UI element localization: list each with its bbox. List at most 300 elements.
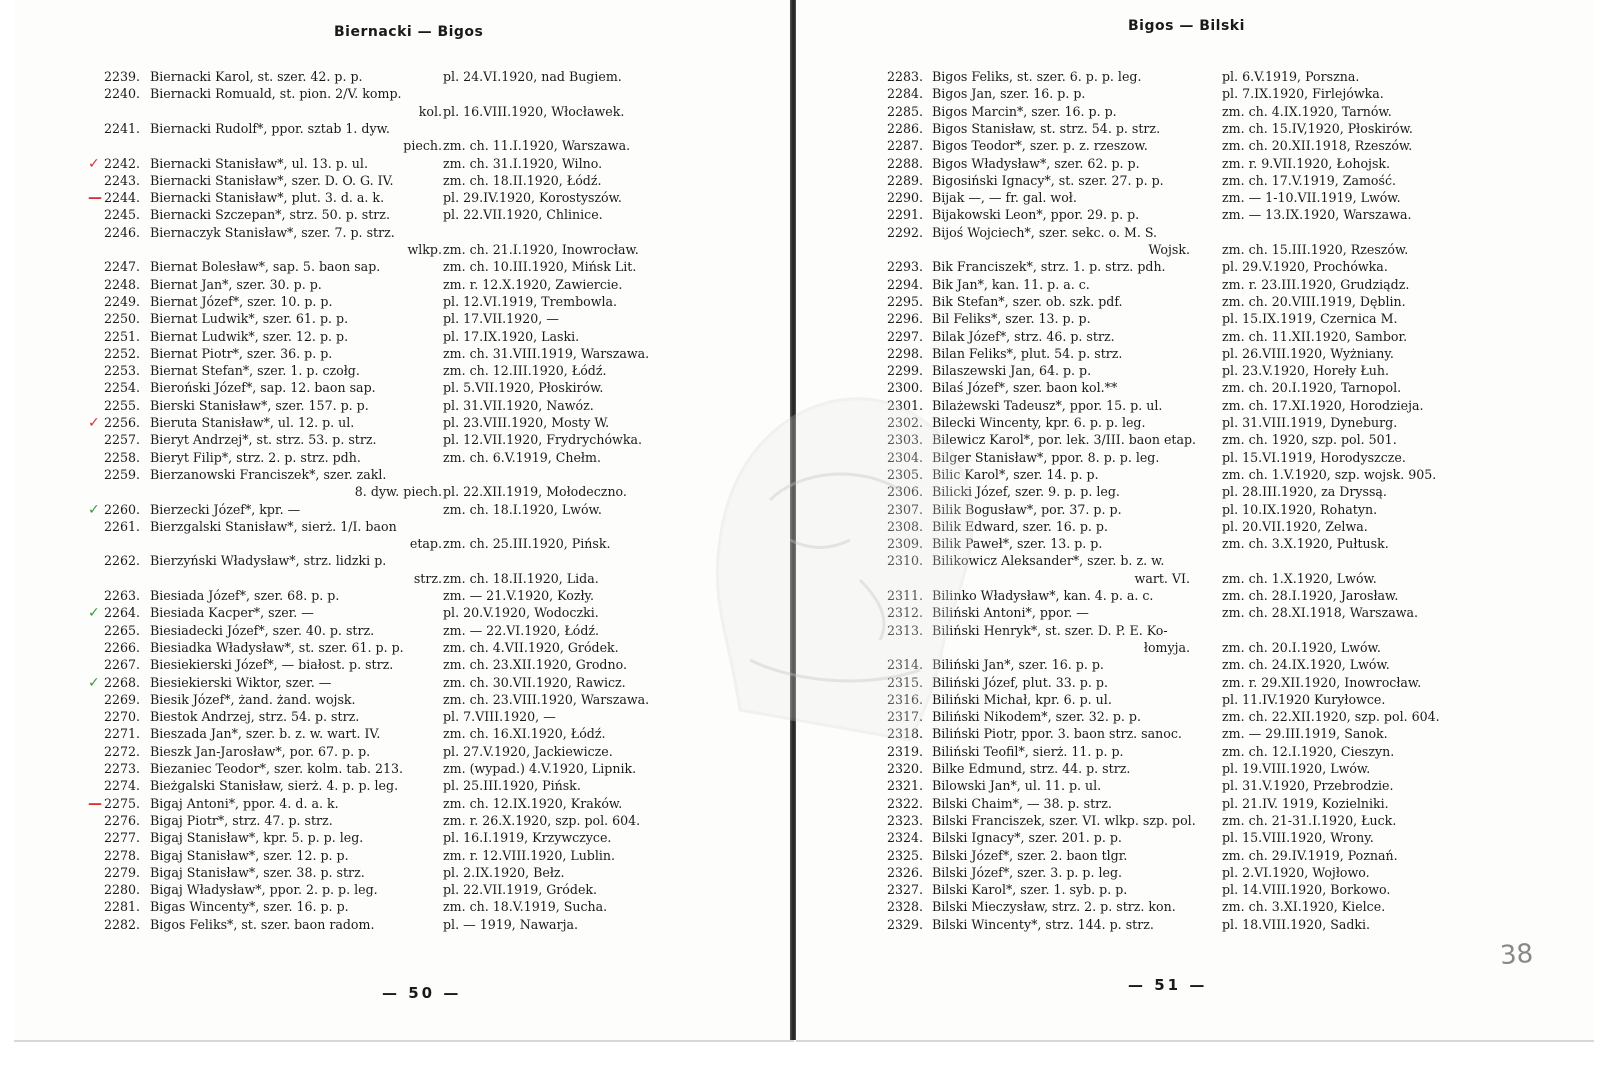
entry-number: 2258. [103, 449, 140, 465]
entry-fate: pl. 24.VI.1920, nad Bugiem. [443, 69, 622, 84]
entry-number: 2329. [886, 916, 923, 932]
entry-name: Bilewicz Karol*, por. lek. 3/III. baon etap. [932, 432, 1197, 448]
entry-name: Bieryt Andrzej*, st. strz. 53. p. strz. [150, 432, 377, 448]
entry-number: 2265. [103, 622, 140, 638]
entry-number: 2270. [103, 709, 140, 725]
entry-fate: zm. ch. 20.I.1920, Tarnopol. [1222, 380, 1402, 396]
entry-name: Biernacki Rudolf*, ppor. sztab 1. dyw. [150, 120, 390, 136]
entry-name: Bilski Józef*, szer. 3. p. p. leg. [932, 864, 1123, 880]
entry-name: Biestok Andrzej, strz. 54. p. strz. [150, 709, 360, 725]
entry-row [14, 639, 794, 657]
entry-number: 2272. [103, 743, 140, 759]
entry-row [14, 829, 794, 847]
entry-row [796, 466, 1576, 484]
entry-name: Biliński Henryk*, st. szer. D. P. E. Ko- [932, 622, 1168, 638]
entry-fate: pl. 25.III.1920, Pińsk. [443, 778, 581, 794]
entry-name: Biernat Piotr*, szer. 36. p. p. [150, 345, 333, 361]
entry-fate: zm. r. 26.X.1920, szp. pol. 604. [443, 812, 641, 828]
entry-name: Bilażewski Tadeusz*, ppor. 15. p. ul. [932, 397, 1163, 413]
entry-row [14, 483, 794, 501]
entry-continuation: wlkp. [407, 242, 442, 257]
entry-name: Bigos Marcin*, szer. 16. p. p. [932, 103, 1117, 119]
entry-row [796, 483, 1576, 501]
entry-row [796, 674, 1576, 692]
entry-fate: pl. 31.V.1920, Przebrodzie. [1222, 778, 1394, 794]
entry-name: Bilski Karol*, szer. 1. syb. p. p. [932, 882, 1128, 898]
entry-fate: zm. r. 12.VIII.1920, Lublin. [443, 847, 616, 863]
entry-number: 2285. [886, 103, 923, 119]
entry-continuation: łomyja. [1143, 639, 1190, 655]
entry-name: Bierski Stanisław*, szer. 157. p. p. [150, 397, 369, 413]
entry-fate: pl. 22.VII.1920, Chlinice. [443, 207, 603, 223]
entry-number: 2268. [103, 674, 140, 690]
entry-name: Bigaj Stanisław*, szer. 12. p. p. [150, 847, 349, 863]
entry-name: Biesiada Józef*, szer. 68. p. p. [150, 588, 340, 603]
entry-row [14, 847, 794, 865]
entry-fate: pl. 29.IV.1920, Korostyszów. [443, 190, 622, 206]
entry-row [796, 864, 1576, 882]
entry-name: Biezaniec Teodor*, szer. kolm. tab. 213. [150, 761, 404, 776]
entry-number: 2252. [103, 345, 140, 361]
entry-name: Bigas Wincenty*, szer. 16. p. p. [150, 899, 349, 915]
entry-row [14, 224, 794, 242]
entry-name: Bilik Edward, szer. 16. p. p. [932, 518, 1108, 534]
entry-name: Biernat Ludwik*, szer. 12. p. p. [150, 328, 349, 344]
entry-name: Biesiadka Władysław*, st. szer. 61. p. p. [150, 639, 404, 655]
entry-name: Bilaś Józef*, szer. baon kol.** [932, 380, 1118, 396]
entry-row [796, 518, 1576, 536]
entry-name: Biliński Antoni*, ppor. — [932, 605, 1089, 621]
entry-number: 2321. [886, 778, 923, 794]
entry-row [14, 466, 794, 484]
entry-number: 2292. [886, 224, 923, 240]
entry-name: Bilski Ignacy*, szer. 201. p. p. [932, 830, 1122, 846]
check-mark-icon: ✓ [88, 605, 100, 622]
entry-row [796, 85, 1576, 103]
entry-number: 2271. [103, 726, 140, 742]
entry-row [796, 587, 1576, 605]
entry-name: Bieruta Stanisław*, ul. 12. p. ul. [150, 415, 355, 430]
entry-number: 2323. [886, 812, 923, 828]
entry-row [14, 362, 794, 380]
entry-number: 2298. [886, 345, 923, 361]
entry-number: 2301. [886, 397, 923, 413]
entry-fate: pl. 26.VIII.1920, Wyżniany. [1222, 345, 1394, 361]
entry-name: Bilaszewski Jan, 64. p. p. [932, 363, 1092, 379]
entry-name: Biernacki Stanisław*, ul. 13. p. ul. [150, 155, 368, 171]
entry-name: Bilke Edmund, strz. 44. p. strz. [932, 761, 1131, 776]
entry-row [14, 743, 794, 761]
entry-name: Bieryt Filip*, strz. 2. p. strz. pdh. [150, 449, 361, 465]
entry-name: Biernacki Romuald, st. pion. 2/V. komp. [150, 86, 402, 102]
entry-number: 2279. [103, 864, 140, 880]
entry-number: 2251. [103, 328, 140, 344]
entry-number: 2286. [886, 120, 923, 136]
entry-row [796, 414, 1576, 432]
entry-number: 2261. [103, 518, 140, 534]
entry-number: 2320. [886, 761, 923, 776]
entry-row [14, 916, 794, 934]
entry-fate: pl. 17.IX.1920, Laski. [443, 328, 580, 344]
entry-fate: pl. 7.IX.1920, Firlejówka. [1222, 86, 1384, 102]
entry-name: Biliński Józef, plut. 33. p. p. [932, 674, 1108, 690]
entry-name: Bieroński Józef*, sap. 12. baon sap. [150, 380, 376, 396]
entry-row [14, 120, 794, 138]
entry-number: 2308. [886, 518, 923, 534]
entry-name: Bilski Wincenty*, strz. 144. p. strz. [932, 916, 1154, 932]
entry-name: Bijoś Wojciech*, szer. sekc. o. M. S. [932, 224, 1158, 240]
entry-fate: pl. 16.I.1919, Krzywczyce. [443, 830, 612, 846]
entry-fate: zm. ch. 1920, szp. pol. 501. [1222, 432, 1397, 448]
entry-row [14, 431, 794, 449]
entry-row [14, 777, 794, 795]
entry-fate: pl. 15.VIII.1920, Wrony. [1222, 830, 1374, 846]
entry-number: 2302. [886, 415, 923, 430]
entry-name: Biliński Piotr, ppor. 3. baon strz. sanoc. [932, 726, 1182, 742]
entry-number: 2290. [886, 190, 923, 206]
entry-number: 2299. [886, 363, 923, 379]
entry-row [796, 829, 1576, 847]
entry-number: 2289. [886, 172, 923, 188]
entry-fate: zm. — 22.VI.1920, Łódź. [443, 622, 600, 638]
right-page [796, 0, 1594, 1042]
entry-name: Bilski Chaim*, — 38. p. strz. [932, 795, 1112, 811]
entry-number: 2297. [886, 328, 923, 344]
page-header-left: Biernacki — Bigos [334, 24, 484, 40]
entry-row [796, 293, 1576, 311]
entry-name: Bierzanowski Franciszek*, szer. zakl. [150, 466, 387, 482]
entry-number: 2240. [103, 86, 140, 102]
entry-fate: pl. 20.VII.1920, Zelwa. [1222, 518, 1368, 534]
entry-name: Bigaj Stanisław*, kpr. 5. p. p. leg. [150, 830, 364, 846]
entry-name: Bil Feliks*, szer. 13. p. p. [932, 311, 1091, 327]
entry-name: Bigos Feliks*, st. szer. baon radom. [150, 916, 375, 932]
entry-fate: pl. 19.VIII.1920, Lwów. [1222, 761, 1371, 776]
entry-name: Bilan Feliks*, plut. 54. p. strz. [932, 345, 1123, 361]
entry-fate: zm. ch. 18.II.1920, Lida. [443, 570, 599, 586]
entry-fate: zm. r. 9.VII.1920, Łohojsk. [1222, 155, 1391, 171]
entry-row [796, 137, 1576, 155]
entry-row [796, 725, 1576, 743]
entry-name: Bilski Franciszek, szer. VI. wlkp. szp. pol. [932, 812, 1196, 828]
entry-name: Bijakowski Leon*, ppor. 29. p. p. [932, 207, 1140, 223]
entry-number: 2257. [103, 432, 140, 448]
entry-number: 2241. [103, 120, 140, 136]
entry-number: 2327. [886, 882, 923, 898]
entry-row [796, 552, 1576, 570]
entry-name: Bik Jan*, kan. 11. p. a. c. [932, 276, 1090, 292]
entry-name: Biernaczyk Stanisław*, szer. 7. p. strz. [150, 224, 395, 240]
entry-row [14, 137, 794, 155]
entry-name: Bigosiński Ignacy*, st. szer. 27. p. p. [932, 172, 1164, 188]
entry-fate: zm. ch. 3.XI.1920, Kielce. [1222, 899, 1386, 915]
entry-fate: zm. ch. 28.I.1920, Jarosław. [1222, 588, 1399, 603]
entry-name: Bik Stefan*, szer. ob. szk. pdf. [932, 293, 1123, 309]
entry-number: 2274. [103, 778, 140, 794]
entry-fate: pl. 31.VIII.1919, Dyneburg. [1222, 415, 1398, 430]
entry-fate: pl. 20.V.1920, Wodoczki. [443, 605, 599, 621]
entry-number: 2245. [103, 207, 140, 223]
entry-fate: zm. (wypad.) 4.V.1920, Lipnik. [443, 761, 637, 776]
entry-number: 2287. [886, 138, 923, 154]
entry-fate: pl. 18.VIII.1920, Sadki. [1222, 916, 1371, 932]
entry-name: Bijak —, — fr. gal. woł. [932, 190, 1077, 206]
entry-name: Bigos Feliks, st. szer. 6. p. p. leg. [932, 69, 1142, 84]
entry-fate: zm. ch. 22.XII.1920, szp. pol. 604. [1222, 709, 1440, 725]
entry-number: 2305. [886, 466, 923, 482]
entry-number: 2328. [886, 899, 923, 915]
entry-number: 2242. [103, 155, 140, 171]
entry-row [796, 328, 1576, 346]
entry-number: 2314. [886, 657, 923, 673]
entry-row [14, 898, 794, 916]
entry-fate: pl. 15.VI.1919, Horodyszcze. [1222, 449, 1406, 465]
entry-name: Biernat Ludwik*, szer. 61. p. p. [150, 311, 349, 327]
entry-number: 2295. [886, 293, 923, 309]
entry-fate: zm. ch. 24.IX.1920, Lwów. [1222, 657, 1390, 673]
entry-row [796, 120, 1576, 138]
entry-row [796, 241, 1576, 259]
entry-number: 2317. [886, 709, 923, 725]
entry-fate: pl. 17.VII.1920, — [443, 311, 559, 327]
entry-fate: zm. ch. 4.IX.1920, Tarnów. [1222, 103, 1392, 119]
entry-name: Bik Franciszek*, strz. 1. p. strz. pdh. [932, 259, 1166, 275]
entry-row [796, 898, 1576, 916]
entry-number: 2311. [886, 588, 923, 603]
entry-name: Bigos Jan, szer. 16. p. p. [932, 86, 1086, 102]
entry-number: 2266. [103, 639, 140, 655]
entry-row [14, 258, 794, 276]
entry-name: Bilak Józef*, strz. 46. p. strz. [932, 328, 1115, 344]
entry-fate: pl. 6.V.1919, Porszna. [1222, 69, 1360, 84]
entry-row [14, 103, 794, 121]
entry-row [14, 414, 794, 432]
entry-row [14, 535, 794, 553]
entry-row [796, 449, 1576, 467]
entry-name: Biernat Stefan*, szer. 1. p. czołg. [150, 363, 360, 379]
entry-fate: zm. ch. 17.XI.1920, Horodzieja. [1222, 397, 1424, 413]
entry-number: 2310. [886, 553, 923, 569]
entry-row [796, 362, 1576, 380]
entry-number: 2281. [103, 899, 140, 915]
entry-row [796, 189, 1576, 207]
entry-fate: zm. — 21.V.1920, Kozły. [443, 588, 594, 603]
entry-name: Bieżgalski Stanisław, sierż. 4. p. p. leg. [150, 778, 399, 794]
entry-name: Bilski Mieczysław, strz. 2. p. strz. kon. [932, 899, 1176, 915]
entry-fate: zm. ch. 25.III.1920, Pińsk. [443, 536, 611, 552]
entry-number: 2246. [103, 224, 140, 240]
entry-name: Biliński Jan*, szer. 16. p. p. [932, 657, 1104, 673]
entry-fate: zm. ch. 20.XII.1918, Rzeszów. [1222, 138, 1413, 154]
entry-row [796, 172, 1576, 190]
entry-fate: zm. ch. 31.VIII.1919, Warszawa. [443, 345, 650, 361]
entry-continuation: piech. [403, 138, 442, 154]
entry-fate: zm. ch. 18.I.1920, Lwów. [443, 501, 602, 517]
entry-name: Bilinko Władysław*, kan. 4. p. a. c. [932, 588, 1154, 603]
entry-row [14, 501, 794, 519]
entry-row [14, 85, 794, 103]
entry-name: Bilger Stanisław*, ppor. 8. p. p. leg. [932, 449, 1160, 465]
entry-fate: zm. ch. 1.X.1920, Lwów. [1222, 570, 1377, 586]
handwritten-note: 38 [1498, 938, 1535, 972]
entry-fate: zm. ch. 11.XII.1920, Sambor. [1222, 328, 1408, 344]
entry-row [14, 345, 794, 363]
entry-continuation: etap. [409, 536, 442, 552]
entry-name: Bigos Stanisław, st. strz. 54. p. strz. [932, 120, 1161, 136]
entry-number: 2313. [886, 622, 923, 638]
entry-number: 2325. [886, 847, 923, 863]
entry-row [796, 310, 1576, 328]
entry-fate: zm. ch. 18.II.1920, Łódź. [443, 172, 602, 188]
entry-number: 2249. [103, 293, 140, 309]
entry-name: Bilecki Wincenty, kpr. 6. p. p. leg. [932, 415, 1146, 430]
entry-row [14, 725, 794, 743]
entry-row [14, 155, 794, 173]
red-dash-mark: — [88, 795, 102, 812]
entry-name: Biernat Bolesław*, sap. 5. baon sap. [150, 259, 381, 275]
entry-number: 2296. [886, 311, 923, 327]
entry-fate: pl. 5.VII.1920, Płoskirów. [443, 380, 604, 396]
entry-fate: zm. ch. 1.V.1920, szp. wojsk. 905. [1222, 466, 1437, 482]
entry-number: 2288. [886, 155, 923, 171]
entry-row [796, 570, 1576, 588]
entry-number: 2291. [886, 207, 923, 223]
entry-number: 2303. [886, 432, 923, 448]
entry-fate: zm. r. 12.X.1920, Zawiercie. [443, 276, 623, 292]
entry-fate: zm. ch. 10.III.1920, Mińsk Lit. [443, 259, 637, 275]
entry-number: 2260. [103, 501, 140, 517]
entry-continuation: Wojsk. [1148, 242, 1190, 257]
entry-number: 2294. [886, 276, 923, 292]
entry-number: 2309. [886, 536, 923, 552]
entry-row [14, 449, 794, 467]
entry-name: Bigos Władysław*, szer. 62. p. p. [932, 155, 1140, 171]
entry-name: Biliński Teofil*, sierż. 11. p. p. [932, 743, 1124, 759]
entry-row [14, 241, 794, 259]
entry-row [14, 379, 794, 397]
entry-name: Bierzgalski Stanisław*, sierż. 1/I. baon [150, 518, 397, 534]
entry-row [796, 760, 1576, 778]
check-mark-icon: ✓ [88, 501, 100, 518]
entry-name: Biernacki Szczepan*, strz. 50. p. strz. [150, 207, 390, 223]
entry-name: Biernacki Karol, st. szer. 42. p. p. [150, 69, 363, 84]
entry-number: 2277. [103, 830, 140, 846]
entry-row [796, 812, 1576, 830]
entry-row [14, 570, 794, 588]
entry-number: 2316. [886, 691, 923, 707]
entry-fate: zm. — 29.III.1919, Sanok. [1222, 726, 1388, 742]
entry-number: 2250. [103, 311, 140, 327]
entry-fate: pl. 7.VIII.1920, — [443, 709, 556, 725]
entry-fate: pl. 28.III.1920, za Dryssą. [1222, 484, 1387, 500]
entry-row [796, 691, 1576, 709]
entry-number: 2280. [103, 882, 140, 898]
entry-number: 2254. [103, 380, 140, 396]
entry-row [14, 864, 794, 882]
entry-number: 2269. [103, 691, 140, 707]
entry-fate: zm. ch. 20.VIII.1919, Dęblin. [1222, 293, 1406, 309]
entry-fate: zm. r. 23.III.1920, Grudziądz. [1222, 276, 1410, 292]
entry-row [14, 68, 794, 86]
entry-continuation: 8. dyw. piech. [354, 484, 442, 500]
entry-name: Bilski Józef*, szer. 2. baon tlgr. [932, 847, 1128, 863]
entry-name: Biesik Józef*, żand. żand. wojsk. [150, 691, 356, 707]
entry-row [14, 708, 794, 726]
entry-fate: pl. 31.VII.1920, Nawóz. [443, 397, 594, 413]
entry-name: Bigaj Antoni*, ppor. 4. d. a. k. [150, 795, 339, 811]
entry-number: 2326. [886, 864, 923, 880]
entry-fate: pl. 12.VII.1920, Frydrychówka. [443, 432, 642, 448]
entry-fate: zm. ch. 18.V.1919, Sucha. [443, 899, 608, 915]
entry-row [796, 777, 1576, 795]
entry-fate: zm. ch. 12.IX.1920, Kraków. [443, 795, 623, 811]
entry-fate: zm. — 13.IX.1920, Warszawa. [1222, 207, 1412, 223]
entry-row [14, 587, 794, 605]
entry-number: 2318. [886, 726, 923, 742]
page-number-right: — 51 — [1128, 976, 1208, 994]
entry-fate: pl. — 1919, Nawarja. [443, 916, 579, 932]
entry-row [14, 760, 794, 778]
page-number-left: — 50 — [382, 984, 462, 1002]
entry-name: Bilicki Józef, szer. 9. p. p. leg. [932, 484, 1120, 500]
entry-name: Bigos Teodor*, szer. p. z. rzeszow. [932, 138, 1148, 154]
left-page [14, 0, 794, 1042]
entry-row [796, 224, 1576, 242]
entry-row [796, 501, 1576, 519]
entry-fate: pl. 23.V.1920, Horeły Łuh. [1222, 363, 1389, 379]
entry-number: 2306. [886, 484, 923, 500]
entry-fate: pl. 12.VI.1919, Trembowla. [443, 293, 618, 309]
entry-row [796, 68, 1576, 86]
entry-row [796, 847, 1576, 865]
entry-number: 2284. [886, 86, 923, 102]
entry-name: Biesiada Kacper*, szer. — [150, 605, 314, 621]
entry-number: 2304. [886, 449, 923, 465]
entry-fate: pl. 29.V.1920, Prochówka. [1222, 259, 1388, 275]
entry-name: Bigaj Władysław*, ppor. 2. p. p. leg. [150, 882, 378, 898]
entry-number: 2267. [103, 657, 140, 673]
entry-name: Bilik Paweł*, szer. 13. p. p. [932, 536, 1103, 552]
entry-fate: zm. r. 29.XII.1920, Inowrocław. [1222, 674, 1422, 690]
entry-row [796, 656, 1576, 674]
entry-name: Biernat Józef*, szer. 10. p. p. [150, 293, 333, 309]
entry-number: 2253. [103, 363, 140, 379]
entry-number: 2324. [886, 830, 923, 846]
entry-row [796, 795, 1576, 813]
entry-number: 2278. [103, 847, 140, 863]
entry-fate: pl. 2.VI.1920, Wojłowo. [1222, 864, 1370, 880]
entry-row [14, 172, 794, 190]
entry-number: 2319. [886, 743, 923, 759]
entry-row [796, 206, 1576, 224]
entry-number: 2255. [103, 397, 140, 413]
entry-row [14, 276, 794, 294]
entry-number: 2263. [103, 588, 140, 603]
entry-fate: zm. ch. 15.IV,1920, Płoskirów. [1222, 120, 1413, 136]
entry-row [796, 258, 1576, 276]
entry-number: 2264. [103, 605, 140, 621]
entry-number: 2293. [886, 259, 923, 275]
entry-fate: pl. 16.VIII.1920, Włocławek. [443, 103, 625, 119]
entry-number: 2244. [103, 190, 140, 206]
entry-number: 2282. [103, 916, 140, 932]
entry-fate: pl. 2.IX.1920, Bełz. [443, 864, 565, 880]
entry-row [796, 155, 1576, 173]
entry-fate: zm. ch. 21.I.1920, Inowrocław. [443, 242, 639, 257]
entry-row [14, 293, 794, 311]
entry-fate: pl. 27.V.1920, Jackiewicze. [443, 743, 613, 759]
entry-row [14, 552, 794, 570]
